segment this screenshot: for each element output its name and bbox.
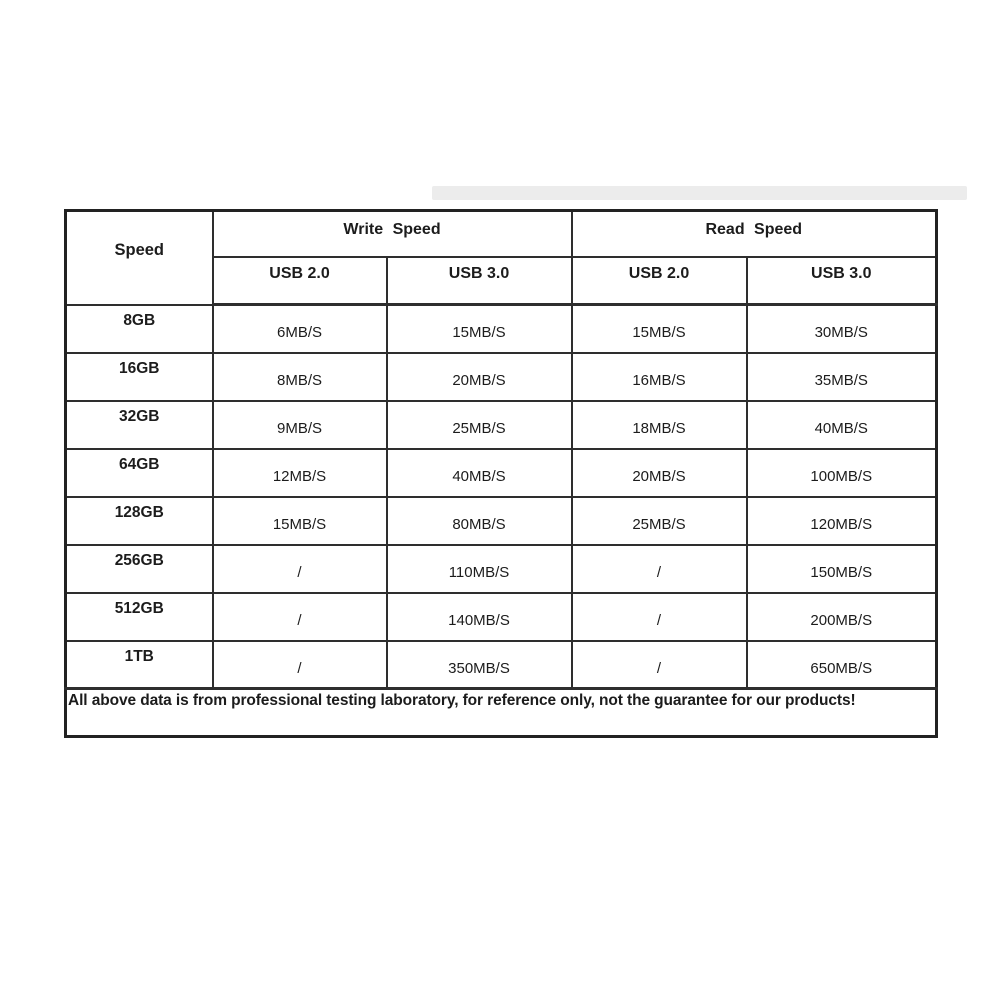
- read-usb2-header: USB 2.0: [572, 257, 747, 305]
- footnote-row: [66, 689, 937, 737]
- read-usb2-cell: /: [572, 641, 747, 689]
- read-usb2-cell: 18MB/S: [572, 401, 747, 449]
- table-row: [66, 497, 937, 545]
- write-usb3-cell: 110MB/S: [387, 545, 572, 593]
- read-usb3-cell: 35MB/S: [747, 353, 937, 401]
- write-usb2-header: USB 2.0: [213, 257, 387, 305]
- table-row: [66, 353, 937, 401]
- write-usb3-cell: 40MB/S: [387, 449, 572, 497]
- group-header-row: [66, 211, 937, 257]
- read-usb2-cell: 15MB/S: [572, 305, 747, 353]
- footnote-text: All above data is from professional testing laboratory, for reference only, not the guarantee for our products!: [66, 689, 937, 737]
- table-row: [66, 545, 937, 593]
- write-usb2-cell: 8MB/S: [213, 353, 387, 401]
- write-usb2-cell: 6MB/S: [213, 305, 387, 353]
- usb-speed-table: [64, 209, 938, 738]
- table-header: [66, 211, 937, 305]
- table-row: [66, 401, 937, 449]
- table-row: [66, 641, 937, 689]
- table-body: [66, 305, 937, 689]
- write-usb2-cell: 12MB/S: [213, 449, 387, 497]
- table-row: [66, 449, 937, 497]
- write-speed-group-header: Write Speed: [213, 211, 572, 257]
- read-usb3-cell: 650MB/S: [747, 641, 937, 689]
- capacity-cell: 8GB: [66, 305, 213, 353]
- read-usb3-cell: 150MB/S: [747, 545, 937, 593]
- capacity-cell: 256GB: [66, 545, 213, 593]
- table-footer: [66, 689, 937, 737]
- capacity-cell: 1TB: [66, 641, 213, 689]
- capacity-cell: 32GB: [66, 401, 213, 449]
- write-usb3-cell: 140MB/S: [387, 593, 572, 641]
- read-usb3-cell: 30MB/S: [747, 305, 937, 353]
- write-usb3-cell: 25MB/S: [387, 401, 572, 449]
- capacity-cell: 512GB: [66, 593, 213, 641]
- table-row: [66, 305, 937, 353]
- capacity-cell: 16GB: [66, 353, 213, 401]
- speed-column-header: Speed: [66, 211, 213, 305]
- read-usb3-cell: 120MB/S: [747, 497, 937, 545]
- read-usb3-cell: 100MB/S: [747, 449, 937, 497]
- read-usb2-cell: /: [572, 545, 747, 593]
- write-usb3-cell: 15MB/S: [387, 305, 572, 353]
- write-usb2-cell: 9MB/S: [213, 401, 387, 449]
- write-usb2-cell: /: [213, 545, 387, 593]
- read-usb3-header: USB 3.0: [747, 257, 937, 305]
- read-usb3-cell: 40MB/S: [747, 401, 937, 449]
- write-usb3-cell: 20MB/S: [387, 353, 572, 401]
- table-row: [66, 593, 937, 641]
- read-usb2-cell: /: [572, 593, 747, 641]
- read-usb2-cell: 16MB/S: [572, 353, 747, 401]
- read-usb2-cell: 25MB/S: [572, 497, 747, 545]
- write-usb2-cell: /: [213, 641, 387, 689]
- read-usb3-cell: 200MB/S: [747, 593, 937, 641]
- write-usb2-cell: 15MB/S: [213, 497, 387, 545]
- background-artifact: [432, 186, 967, 200]
- capacity-cell: 64GB: [66, 449, 213, 497]
- write-usb2-cell: /: [213, 593, 387, 641]
- read-speed-group-header: Read Speed: [572, 211, 937, 257]
- write-usb3-cell: 80MB/S: [387, 497, 572, 545]
- write-usb3-cell: 350MB/S: [387, 641, 572, 689]
- write-usb3-header: USB 3.0: [387, 257, 572, 305]
- read-usb2-cell: 20MB/S: [572, 449, 747, 497]
- capacity-cell: 128GB: [66, 497, 213, 545]
